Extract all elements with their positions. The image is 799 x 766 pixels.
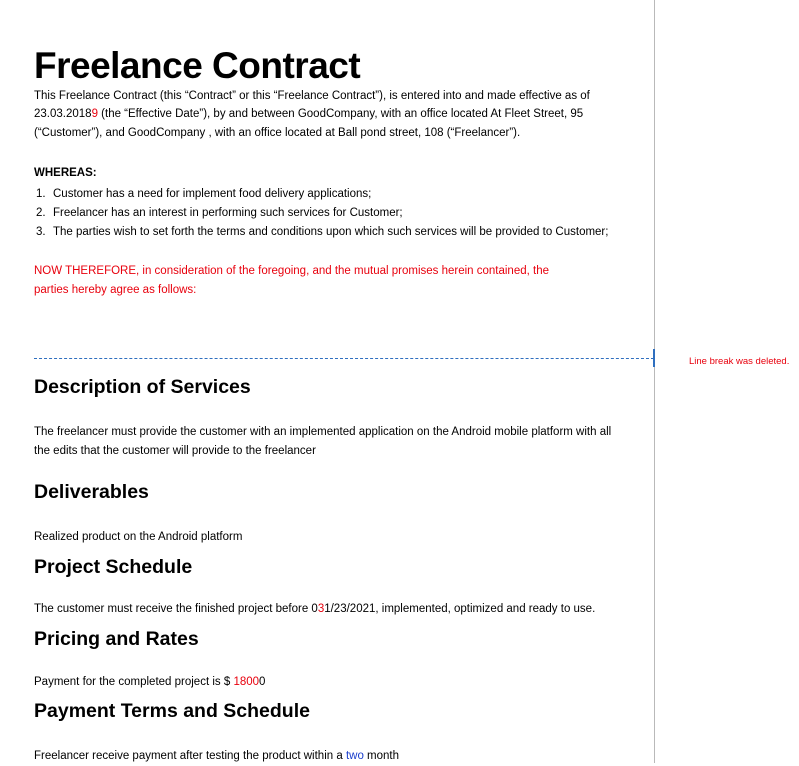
list-item-text: Customer has a need for implement food delivery applications; <box>53 187 372 200</box>
payment-terms-text-suffix: month <box>363 750 400 762</box>
intro-edit-text: 9 <box>91 108 98 121</box>
deleted-line-break-marker-cap <box>653 349 655 367</box>
page-margin-rule <box>654 0 655 763</box>
document-content <box>34 34 620 311</box>
section-heading-pricing-and-rates: Pricing and Rates <box>34 628 199 650</box>
intro-text: This Freelance Contract (this “Contract” or this “Freelance Contract”), is entered into and made effective as of 23.03.2018 <box>34 89 590 121</box>
list-item-number: 2. <box>36 206 46 219</box>
section-heading-payment-terms-and-schedule: Payment Terms and Schedule <box>34 700 310 722</box>
section-body-description-of-services: The freelancer must provide the customer with an implemented application on the Android mobile platform with all the edits that the customer will provide to the freelancer <box>34 426 612 457</box>
revision-note: Line break was deleted. <box>689 356 790 367</box>
section-body-project-schedule <box>34 600 616 619</box>
list-item-number: 3. <box>36 225 46 238</box>
section-body-pricing-and-rates <box>34 673 616 692</box>
now-therefore-lead: NOW THEREFORE <box>34 264 137 277</box>
project-schedule-edit-text: 3 <box>317 603 325 615</box>
list-item <box>34 185 613 204</box>
whereas-list <box>34 185 620 242</box>
list-item <box>34 223 613 242</box>
section-heading-deliverables: Deliverables <box>34 481 149 503</box>
section-body-deliverables: Realized product on the Android platform <box>34 531 243 543</box>
pricing-text-suffix: 0 <box>259 676 266 688</box>
payment-terms-text-prefix: Freelancer receive payment after testing the product within a <box>34 750 346 762</box>
pricing-text-prefix: Payment for the completed project is $ <box>34 676 234 688</box>
page-title: Freelance Contract <box>34 45 361 86</box>
now-therefore-rest: , in consideration of the foregoing, and the mutual promises herein contained, the parties hereby agree as follows: <box>34 264 549 296</box>
list-item-number: 1. <box>36 187 46 200</box>
list-item-text: Freelancer has an interest in performing such services for Customer; <box>53 206 403 219</box>
project-schedule-text-prefix: The customer must receive the finished project before 0 <box>34 603 318 615</box>
intro-text-rest: (the “Effective Date”), by and between GoodCompany, with an office located At Fleet Street, 95 (“Customer”), and GoodCompany , with an office located at Ball pond street, 108 (“Freelancer”). <box>34 108 584 139</box>
section-heading-description-of-services: Description of Services <box>34 376 251 398</box>
whereas-label: WHEREAS: <box>34 167 97 180</box>
pricing-edit-text: 1800 <box>233 676 260 688</box>
list-item-text: The parties wish to set forth the terms and conditions upon which such services will be provided to Customer; <box>53 225 609 238</box>
payment-terms-edit-text: two <box>345 750 364 762</box>
list-item <box>34 204 613 223</box>
section-heading-project-schedule: Project Schedule <box>34 556 193 578</box>
project-schedule-text-suffix: 1/23/2021, implemented, optimized and ready to use. <box>324 603 596 615</box>
now-therefore-paragraph <box>34 262 579 300</box>
deleted-line-break-marker <box>34 358 654 360</box>
intro-paragraph <box>34 87 616 143</box>
